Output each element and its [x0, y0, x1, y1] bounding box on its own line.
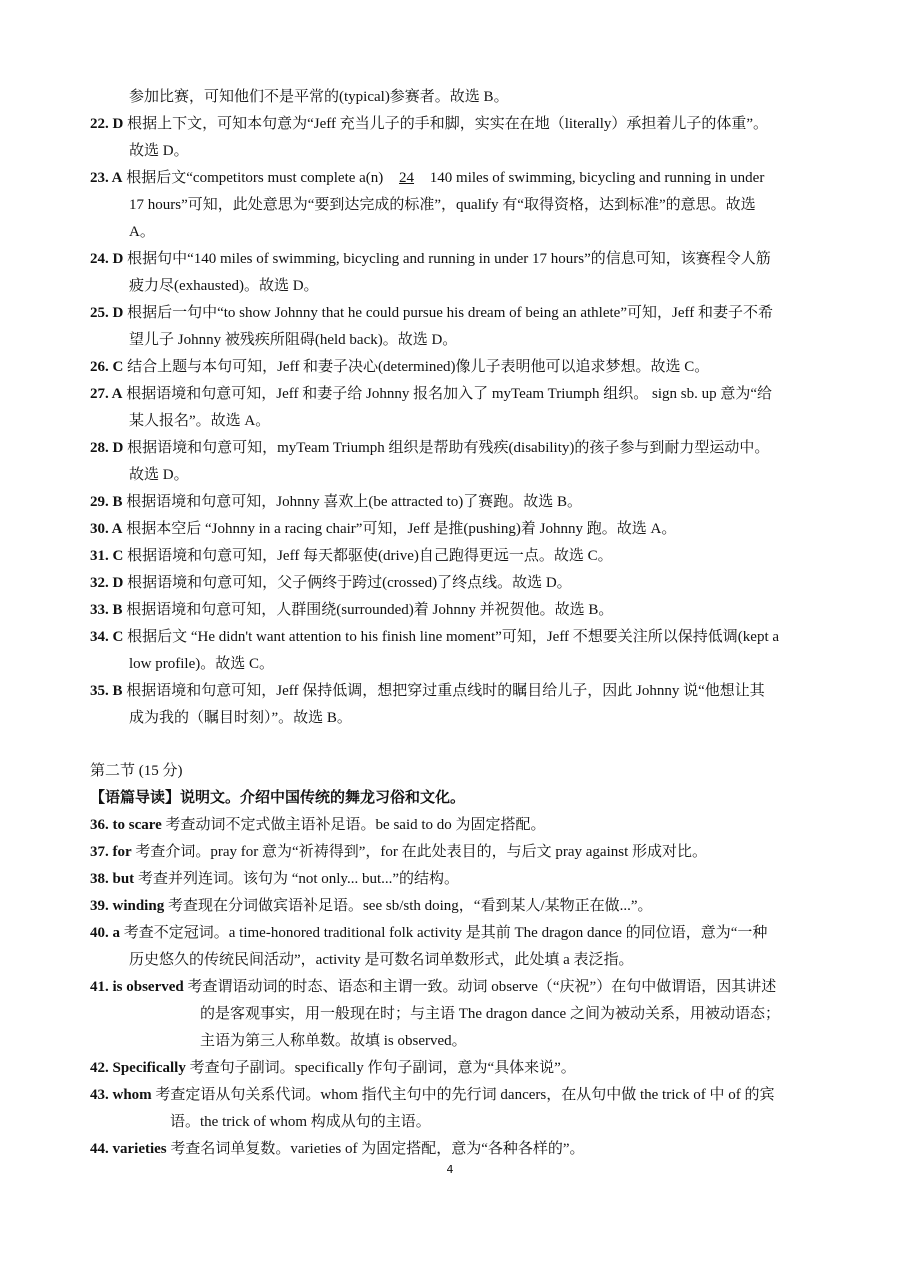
answer-31	[90, 543, 822, 570]
blank-number: 24	[399, 170, 415, 186]
answer-38	[90, 866, 822, 893]
answer-key: 42. Specifically	[90, 1060, 186, 1076]
answer-key: 34. C	[90, 629, 124, 645]
answer-key: 44. varieties	[90, 1141, 167, 1157]
explanation-line: 疲力尽(exhausted)。故选 D。	[129, 278, 319, 294]
answer-43	[90, 1082, 822, 1109]
answer-key: 43. whom	[90, 1087, 152, 1103]
explanation-line: 故选 D。	[129, 467, 189, 483]
answer-27	[90, 381, 822, 408]
explanation-line: 的是客观事实，用一般现在时；与主语 The dragon dance 之间为被动关系，用被动语态；	[200, 1006, 780, 1022]
answer-36	[90, 812, 822, 839]
explanation-text: 140 miles of swimming, bicycling and running in under	[429, 170, 765, 186]
section-gap	[90, 732, 822, 758]
passage-intro	[90, 785, 822, 812]
explanation-text: 根据语境和句意可知，Johnny 喜欢上(be attracted to)了赛跑。故选 B。	[126, 494, 583, 510]
answer-30	[90, 516, 822, 543]
answer-23	[90, 165, 822, 192]
explanation-line: 望儿子 Johnny 被残疾所阻碍(held back)。故选 D。	[129, 332, 458, 348]
answer-key: 35. B	[90, 683, 123, 699]
answer-key: 36. to scare	[90, 817, 162, 833]
explanation-text: 根据语境和句意可知，Jeff 每天都驱使(drive)自己跑得更远一点。故选 C。	[127, 548, 613, 564]
explanation-text: 考查谓语动词的时态、语态和主谓一致。动词 observe（“庆祝”）在句中做谓语，因其讲述	[187, 979, 777, 995]
answer-key: 30. A	[90, 521, 123, 537]
explanation-text: 根据上下文，可知本句意为“Jeff 充当儿子的手和脚，实实在在地（literally）承担着儿子的体重”。	[127, 116, 769, 132]
answer-key: 23. A	[90, 170, 123, 186]
answer-key: 29. B	[90, 494, 123, 510]
explanation-text: 根据后一句中“to show Johnny that he could pursue his dream of being an athlete”可知，Jeff 和妻子不希	[127, 305, 773, 321]
answer-42	[90, 1055, 822, 1082]
answer-33	[90, 597, 822, 624]
intro-tag: 【语篇导读】	[90, 790, 181, 806]
answer-key: 39. winding	[90, 898, 165, 914]
explanation-text: 考查不定冠词。a time-honored traditional folk activity 是其前 The dragon dance 的同位语，意为“一种	[123, 925, 768, 941]
answer-35	[90, 678, 822, 705]
answer-22	[90, 111, 822, 138]
answer-key: 41. is observed	[90, 979, 184, 995]
explanation-text: 考查现在分词做宾语补足语。see sb/sth doing，“看到某人/某物正在做...”。	[167, 898, 653, 914]
explanation-line: A。	[129, 224, 155, 240]
answer-explanations	[90, 84, 822, 1163]
answer-key: 24. D	[90, 251, 124, 267]
answer-40	[90, 920, 822, 947]
answer-44	[90, 1136, 822, 1163]
explanation-line: 语。the trick of whom 构成从句的主语。	[170, 1114, 431, 1130]
answer-28	[90, 435, 822, 462]
explanation-text: 考查介词。pray for 意为“祈祷得到”，for 在此处表目的，与后文 pray against 形成对比。	[135, 844, 707, 860]
explanation-text: 根据句中“140 miles of swimming, bicycling and running in under 17 hours”的信息可知，该赛程令人筋	[127, 251, 771, 267]
intro-text: 说明文。介绍中国传统的舞龙习俗和文化。	[180, 790, 466, 806]
explanation-line: 参加比赛，可知他们不是平常的(typical)参赛者。故选 B。	[129, 89, 509, 105]
answer-key: 32. D	[90, 575, 124, 591]
explanation-text: 根据语境和句意可知，myTeam Triumph 组织是帮助有残疾(disability)的孩子参与到耐力型运动中。	[127, 440, 770, 456]
explanation-line: 成为我的（瞩目时刻）”。故选 B。	[129, 710, 352, 726]
answer-key: 33. B	[90, 602, 123, 618]
explanation-text: 根据语境和句意可知，人群围绕(surrounded)着 Johnny 并祝贺他。故选 B。	[126, 602, 614, 618]
explanation-text: 考查并列连词。该句为 “not only... but...”的结构。	[137, 871, 460, 887]
explanation-line: 17 hours”可知，此处意思为“要到达完成的标准”，qualify 有“取得资格，达到标准”的意思。故选	[129, 197, 756, 213]
explanation-text: 根据语境和句意可知，Jeff 保持低调，想把穿过重点线时的瞩目给儿子，因此 Johnny 说“他想让其	[126, 683, 765, 699]
explanation-text: 考查句子副词。specifically 作句子副词，意为“具体来说”。	[189, 1060, 576, 1076]
answer-32	[90, 570, 822, 597]
answer-25	[90, 300, 822, 327]
answer-key: 38. but	[90, 871, 135, 887]
explanation-text: 考查定语从句关系代词。whom 指代主句中的先行词 dancers，在从句中做 the trick of 中 of 的宾	[155, 1087, 775, 1103]
section-heading: 第二节 (15 分)	[90, 763, 183, 779]
page-number: 4	[446, 1163, 454, 1176]
answer-key: 28. D	[90, 440, 124, 456]
answer-key: 40. a	[90, 925, 120, 941]
answer-key: 37. for	[90, 844, 132, 860]
answer-34	[90, 624, 822, 651]
answer-24	[90, 246, 822, 273]
explanation-text: 根据语境和句意可知，父子俩终于跨过(crossed)了终点线。故选 D。	[127, 575, 572, 591]
explanation-text: 考查动词不定式做主语补足语。be said to do 为固定搭配。	[165, 817, 546, 833]
explanation-line: 某人报名”。故选 A。	[129, 413, 271, 429]
answer-key: 26. C	[90, 359, 124, 375]
explanation-text: 根据本空后 “Johnny in a racing chair”可知，Jeff 是推(pushing)着 Johnny 跑。故选 A。	[126, 521, 677, 537]
explanation-text: 根据后文 “He didn't want attention to his finish line moment”可知，Jeff 不想要关注所以保持低调(kept a	[127, 629, 780, 645]
answer-41	[90, 974, 822, 1001]
answer-key: 25. D	[90, 305, 124, 321]
explanation-line: low profile)。故选 C。	[129, 656, 274, 672]
explanation-line: 故选 D。	[129, 143, 189, 159]
answer-29	[90, 489, 822, 516]
explanation-text: 考查名词单复数。varieties of 为固定搭配，意为“各种各样的”。	[170, 1141, 585, 1157]
answer-37	[90, 839, 822, 866]
explanation-text: 结合上题与本句可知，Jeff 和妻子决心(determined)像儿子表明他可以追求梦想。故选 C。	[127, 359, 710, 375]
answer-26	[90, 354, 822, 381]
answer-key: 22. D	[90, 116, 124, 132]
answer-key: 27. A	[90, 386, 123, 402]
explanation-line: 主语为第三人称单数。故填 is observed。	[200, 1033, 467, 1049]
answer-39	[90, 893, 822, 920]
explanation-text: 根据后文“competitors must complete a(n)	[126, 170, 384, 186]
explanation-line: 历史悠久的传统民间活动”，activity 是可数名词单数形式，此处填 a 表泛指。	[129, 952, 634, 968]
explanation-text: 根据语境和句意可知，Jeff 和妻子给 Johnny 报名加入了 myTeam Triumph 组织。 sign sb. up 意为“给	[126, 386, 773, 402]
answer-key: 31. C	[90, 548, 124, 564]
